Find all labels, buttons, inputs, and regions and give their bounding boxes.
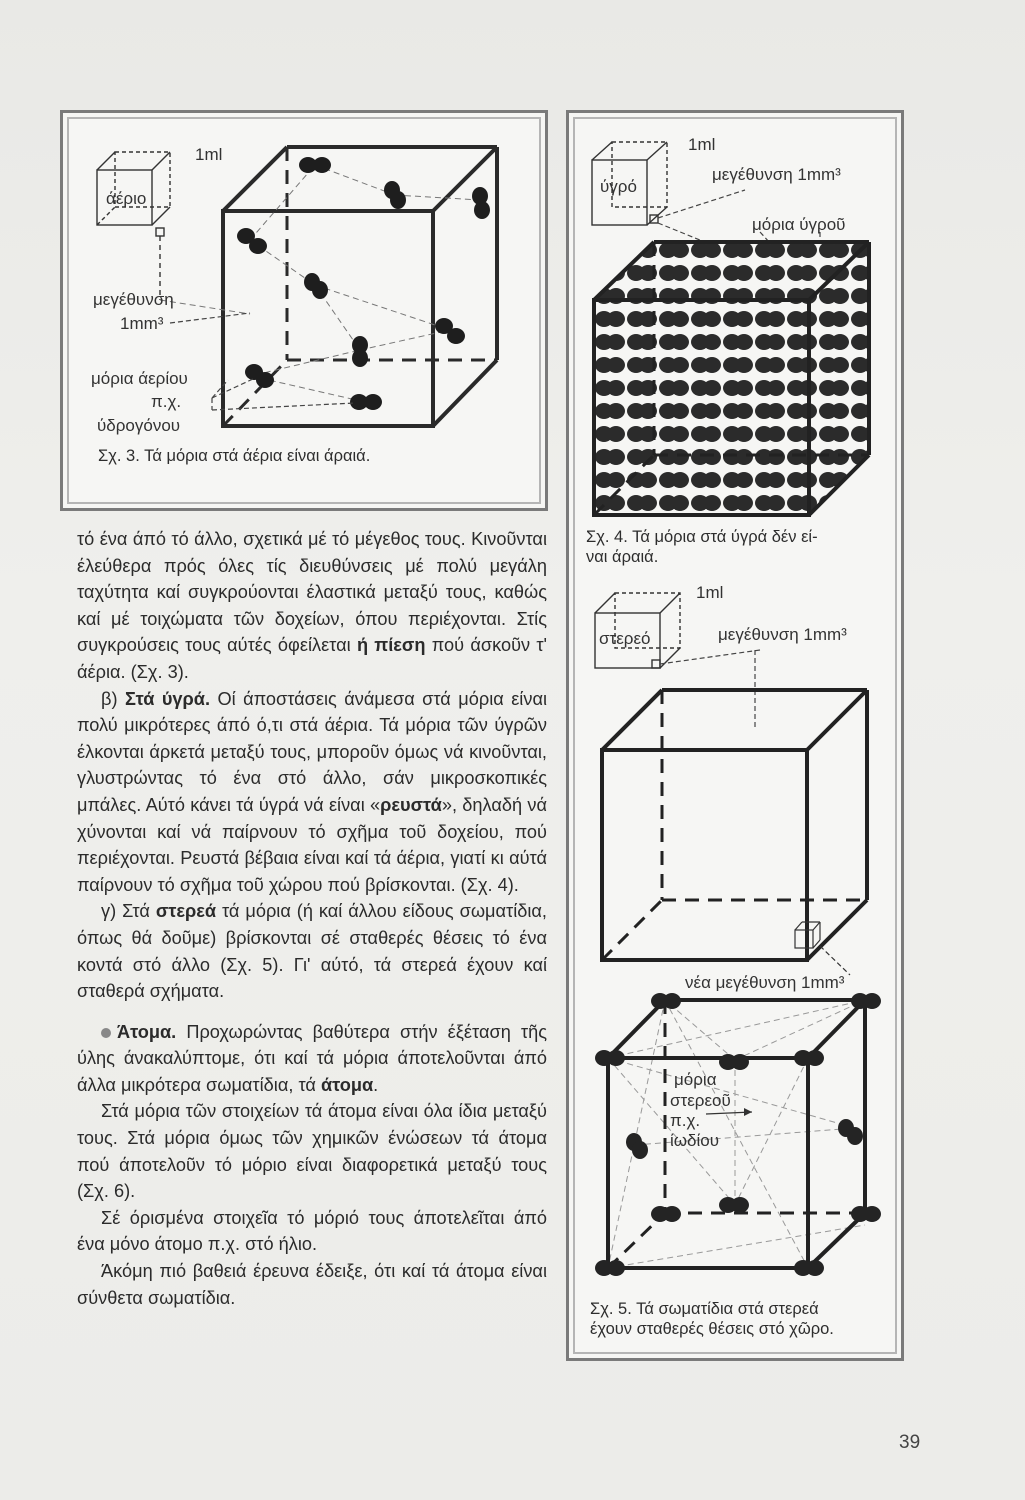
fig4-box-label: ύγρό [600,177,637,196]
fig5-caption-line2: έχουν σταθερές θέσεις στό χῶρο. [590,1320,834,1338]
fig3-molecules-hydrogen: ύδρογόνου [97,416,181,435]
fig5-particles-iodine: ίωδίου [670,1131,720,1150]
fig3-ml-label: 1ml [195,145,223,164]
fig3-caption: Σχ. 3. Τά μόρια στά άέρια είναι άραιά. [98,447,371,465]
paragraph-atoms: Άτομα. Προχωρώντας βαθύτερα στήν έξέταση τῆς ύλης άνακαλύπτομε, ότι καί τά μόρια άποτελοῦνται άπό άλλα μικρότερα σωματίδια, τά άτομα. [77,1021,547,1095]
fig4-ml-label: 1ml [688,135,716,154]
fig4-caption-line2: ναι άραιά. [586,548,659,566]
bold-atoms: άτομα [320,1074,374,1095]
fig5-magnification-label: μεγέθυνση 1mm³ [718,625,847,644]
paragraph-gas-continued: τό ένα άπό τό άλλο, σχετικά μέ τό μέγεθος τους. Κινοῦνται έλεύθερα πρός όλες τίς διευθύνσεις μέ πολύ μεγάλη ταχύτητα καί συγκρούονται έλαστικά μεταξύ τους, καθώς καί μέ τοιχώματα τῶν δοχείων, όπου περιέχονται. Στίς συγκρούσεις τους αύτές όφείλεται ή πίεση πού άσκοῦν τ' άέρια. (Σχ. 3). [77,529,548,682]
fig5-box-label: στερεό [599,629,651,648]
paragraph-composite-atoms: Άκόμη πιό βαθειά έρευνα έδειξε, ότι καί τά άτομα είναι σύνθετα σωματίδια. [77,1261,547,1308]
fig5-particles-eg: π.χ. [670,1111,701,1130]
fig4-magnification-label: μεγέθυνση 1mm³ [712,165,841,184]
bold-solids: στερεά [155,901,217,922]
fig3-box-label: άέριο [106,189,147,208]
fig5-new-magnification-label: νέα μεγέθυνση 1mm³ [685,973,845,992]
heading-atoms: Άτομα. [117,1021,177,1042]
fig5-particles-label: μόρια [674,1070,717,1089]
heading-liquids: Στά ύγρά. [124,688,211,709]
bold-pressure: ή πίεση [356,635,426,656]
fig5-ml-label: 1ml [696,583,724,602]
paragraph-solids: γ) Στά στερεά τά μόρια (ή καί άλλου είδους σωματίδια, όπως θά δοῦμε) βρίσκονται σέ σταθερές θέσεις τό ένα κοντά στό άλλο (Σχ. 5). Γι' αύτό, τά στερεά έχουν καί σταθερά σχήματα. [77,901,547,1002]
fig3-magnification-label: μεγέθυνση [93,290,174,309]
paragraph-liquids: β) Στά ύγρά. Οί άποστάσεις άνάμεσα στά μόρια είναι πολύ μικρότερες άπό ό,τι στά άέρια. Τά μόρια τῶν ύγρῶν έλκονται άρκετά μεταξύ τους, μποροῦν όμως νά κινοῦνται, γλυστρώντας τό ένα στό άλλο, σάν μικροσκοπικές μπάλες. Αύτό κάνει τά ύγρά νά είναι «ρευστά», δηλαδή νά χύνονται καί νά παίρνουν τό σχῆμα τοῦ δοχείου, πού περιέχονται. Ρευστά βέβαια είναι καί τά άέρια, γιατί κι αύτά παίρνουν τό σχῆμα τοῦ χώρου πού βρίσκονται. (Σχ. 4). [77,688,548,895]
fig5-caption-line1: Σχ. 5. Τά σωματίδια στά στερεά [590,1300,819,1318]
paragraph-helium: Σέ όρισμένα στοιχεῖα τό μόριό τους άποτελεῖται άπό ένα μόνο άτομο π.χ. στό ήλιο. [77,1207,547,1255]
bold-fluid: ρευστά [380,794,442,815]
page-number: 39 [899,1432,921,1453]
fig4-molecules-label: μόρια ύγροῦ [752,215,846,234]
paragraph-elements: Στά μόρια τῶν στοιχείων τά άτομα είναι όλα ίδια μεταξύ τους. Στά μόρια όμως τῶν χημικῶν ένώσεων τά άτομα πού άποτελοῦν τό μόριο είναι διαφορετικά μεταξύ τους (Σχ. 6). [77,1101,547,1202]
fig3-molecules-label: μόρια άερίου [91,369,188,388]
fig5-particles-solid: στερεοῦ [670,1091,731,1110]
fig5-caption [590,1299,895,1339]
bullet-icon [101,1028,111,1038]
fig3-molecules-eg: π.χ. [151,392,182,411]
body-text [77,526,547,1311]
fig4-caption-line1: Σχ. 4. Τά μόρια στά ύγρά δέν εί- [586,528,818,546]
fig3-magnification-size: 1mm³ [120,314,164,333]
